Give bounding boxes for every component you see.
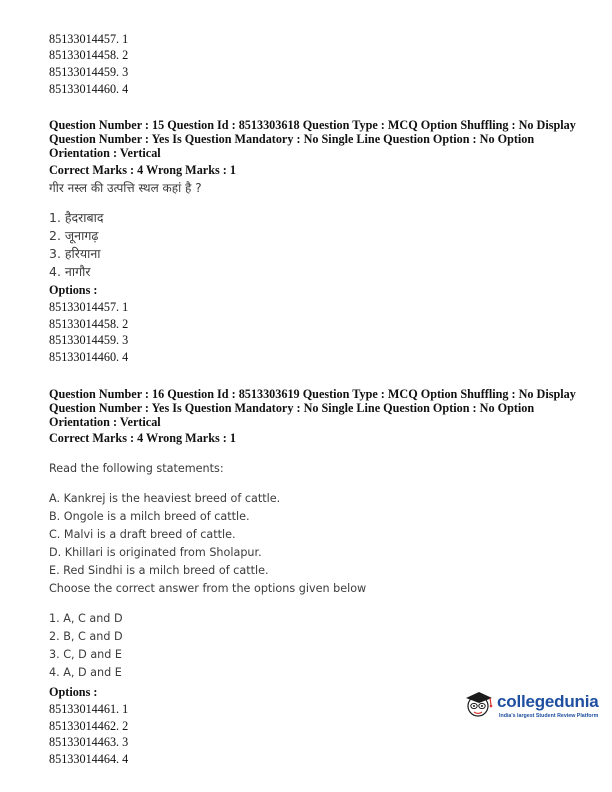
q15-choice: 1. हैदराबाद: [49, 210, 104, 225]
q15-choice: 2. जूनागढ़: [49, 228, 99, 243]
q16-header-line-2: Question Number : Yes Is Question Mandatory : No Single Line Question Option : No Option: [49, 401, 535, 415]
graduate-mascot-icon: [463, 688, 495, 720]
q15-header-line-3: Orientation : Vertical: [49, 146, 161, 160]
q16-choice: 3. C, D and E: [49, 648, 122, 661]
option-line: 85133014460. 4: [49, 82, 129, 96]
option-line: 85133014457. 1: [49, 32, 129, 46]
q16-header-line-3: Orientation : Vertical: [49, 415, 161, 429]
option-line: 85133014459. 3: [49, 65, 129, 79]
q16-choice: 4. A, D and E: [49, 666, 122, 679]
q16-statement: D. Khillari is originated from Sholapur.: [49, 546, 262, 559]
option-line: 85133014463. 3: [49, 735, 129, 749]
q16-statement: A. Kankrej is the heaviest breed of cattle.: [49, 492, 281, 505]
q15-header-line-2: Question Number : Yes Is Question Mandatory : No Single Line Question Option : No Option: [49, 132, 535, 146]
option-line: 85133014464. 4: [49, 752, 129, 766]
logo-tagline: India's largest Student Review Platform: [499, 713, 599, 719]
q16-intro: Read the following statements:: [49, 462, 224, 475]
q15-choice: 4. नागौर: [49, 264, 91, 279]
q16-header-line-1: Question Number : 16 Question Id : 8513303619 Question Type : MCQ Option Shuffling : No Display: [49, 387, 576, 401]
q16-instruction: Choose the correct answer from the options given below: [49, 582, 367, 595]
q16-statement: B. Ongole is a milch breed of cattle.: [49, 510, 250, 523]
option-line: 85133014458. 2: [49, 317, 129, 331]
option-line: 85133014462. 2: [49, 719, 129, 733]
q15-options-label: Options :: [49, 283, 98, 297]
option-line: 85133014459. 3: [49, 333, 129, 347]
option-line: 85133014457. 1: [49, 300, 129, 314]
logo-wordmark: collegedunia: [497, 692, 599, 711]
q15-marks: Correct Marks : 4 Wrong Marks : 1: [49, 163, 236, 177]
q15-question: गीर नस्ल की उत्पत्ति स्थल कहां है ?: [49, 181, 202, 195]
q16-marks: Correct Marks : 4 Wrong Marks : 1: [49, 431, 236, 445]
q15-header-line-1: Question Number : 15 Question Id : 8513303618 Question Type : MCQ Option Shuffling : No Display: [49, 118, 576, 132]
option-line: 85133014458. 2: [49, 48, 129, 62]
q16-choice: 2. B, C and D: [49, 630, 123, 643]
q15-choice: 3. हरियाना: [49, 246, 101, 261]
option-line: 85133014460. 4: [49, 350, 129, 364]
q16-options-label: Options :: [49, 685, 98, 699]
q16-choice: 1. A, C and D: [49, 612, 123, 625]
collegedunia-logo: [463, 688, 603, 732]
q16-statement: C. Malvi is a draft breed of cattle.: [49, 528, 236, 541]
option-line: 85133014461. 1: [49, 702, 129, 716]
q16-statement: E. Red Sindhi is a milch breed of cattle.: [49, 564, 269, 577]
